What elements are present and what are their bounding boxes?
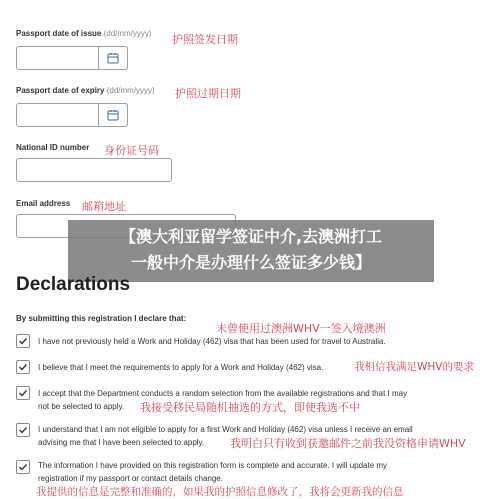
declaration-checkbox-4[interactable] (16, 423, 30, 437)
checkmark-icon (18, 362, 28, 372)
declaration-note-5: 我提供的信息是完整和准确的，如果我的护照信息修改了，我将会更新我的信息 (36, 486, 404, 498)
declaration-checkbox-5[interactable] (16, 460, 30, 474)
expiry-date-note: 护照过期日期 (175, 87, 241, 100)
checkmark-icon (18, 336, 28, 346)
declaration-checkbox-2[interactable] (16, 360, 30, 374)
declaration-text-4: I understand that I am not eligible to apply for a first Work and Holiday (462) visa unless I receive an email advising me that I have been selected to apply. (38, 425, 413, 447)
declaration-text-3: I accept that the Department conducts a random selection from the available registrations and that I may not be selected to apply. (38, 389, 408, 411)
expiry-date-field[interactable] (16, 103, 128, 127)
declaration-text-1: I have not previously held a Work and Holiday (462) visa that has been used for travel to Australia. (38, 337, 386, 346)
email-label: Email address (16, 199, 71, 208)
declaration-note-2: 我相信我满足WHV的要求 (354, 361, 474, 373)
national-id-label: National ID number (16, 143, 90, 152)
overlay-banner (68, 220, 434, 282)
issue-date-label: Passport date of issue (dd/mm/yyyy) (16, 29, 152, 38)
calendar-icon (107, 52, 119, 64)
declaration-note-1: 未曾使用过澳洲WHV一签入境澳洲 (216, 322, 386, 335)
checkmark-icon (18, 425, 28, 435)
expiry-date-label: Passport date of expiry (dd/mm/yyyy) (16, 86, 155, 95)
banner-line-1: 【澳大利亚留学签证中介,去澳洲打工 (119, 227, 383, 246)
declaration-checkbox-1[interactable] (16, 334, 30, 348)
checkmark-icon (18, 462, 28, 472)
issue-date-field[interactable] (16, 46, 128, 70)
declaration-note-4: 我明白只有收到获邀邮件之前我没资格申请WHV (230, 437, 466, 450)
declarations-intro: By submitting this registration I declare that: (16, 314, 187, 323)
declaration-note-3: 我接受移民局随机抽选的方式，即使我选不中 (140, 401, 360, 414)
checkmark-icon (18, 388, 28, 398)
issue-date-note: 护照签发日期 (172, 33, 238, 46)
declaration-text-5: The information I have provided on this registration form is complete and accurate. I will update my registration if my passport or contact details change. (38, 461, 388, 483)
calendar-icon (107, 109, 119, 121)
declaration-checkbox-3[interactable] (16, 386, 30, 400)
national-id-note: 身份证号码 (104, 144, 159, 157)
national-id-input[interactable] (16, 158, 172, 182)
declaration-text-2: I believe that I meet the requirements to apply for a Work and Holiday (462) visa. (38, 363, 324, 372)
declarations-heading: Declarations (16, 274, 131, 295)
calendar-button[interactable] (98, 103, 128, 127)
email-note: 邮箱地址 (82, 200, 126, 213)
banner-line-2: 一般中介是办理什么签证多少钱】 (130, 253, 371, 272)
calendar-button[interactable] (98, 46, 128, 70)
